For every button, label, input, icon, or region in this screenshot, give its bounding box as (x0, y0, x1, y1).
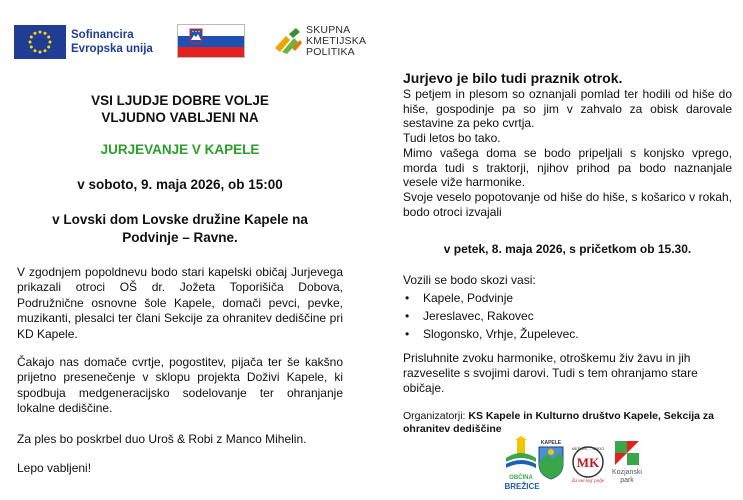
kozjanski-park-name (605, 469, 649, 485)
list-item (403, 307, 579, 325)
kapele-coat-of-arms-icon (537, 438, 565, 480)
eu-cofunding-text (71, 28, 153, 56)
kapele-label: KAPELE (540, 440, 562, 446)
skp-line3: POLITIKA (306, 46, 355, 58)
children-event-date: v petek, 8. maja 2026, s pričetkom ob 15.30. (443, 242, 692, 256)
list-item (403, 325, 579, 343)
mk-choir-logo-icon (566, 444, 610, 484)
event-datetime: v soboto, 9. maja 2026, ob 15:00 (77, 177, 283, 192)
village-name: Slogonsko, Vrhje, Župelevec. (423, 327, 579, 341)
route-intro: Vozili se bodo skozi vasi: (403, 273, 536, 287)
list-item (403, 289, 579, 307)
event-location (30, 211, 330, 247)
brezice-name: BREŽICE (504, 482, 540, 491)
skp-logo-text (306, 25, 366, 58)
slovenia-flag (177, 24, 245, 58)
event-title: JURJEVANJE V KAPELE (100, 142, 260, 157)
location-line2: Podvinje – Ravne. (122, 230, 238, 245)
kozj-line2: park (620, 477, 634, 484)
closing-paragraph: Prisluhnite zvoku harmonike, otroškemu živ žavu in jih razveselite s svojimi darovi. Tudi s tem ohranjamo stare običaje. (403, 351, 698, 395)
kozj-line1: Kozjanski (612, 469, 642, 476)
mk-tagline: Za vse leg' polje (571, 479, 605, 484)
welcome-text: Lepo vabljeni! (17, 461, 92, 475)
organizers (403, 410, 733, 436)
headline-line2: VLJUDNO VABLJENI NA (101, 110, 259, 125)
tradition-para1c: Mimo vašega doma se bodo pripeljali s konjsko vprego, morda tudi s traktorji, njihov prihod pa bodo naznanjale vesele viže harmonike. (403, 145, 732, 190)
location-line1: v Lovski dom Lovske družine Kapele na (52, 212, 308, 227)
bullet-icon: • (405, 309, 410, 323)
skp-line1: SKUPNA (306, 24, 351, 36)
invitation-headline (30, 92, 330, 126)
village-list (403, 289, 579, 343)
skp-line2: KMETIJSKA (306, 35, 367, 47)
bullet-icon: • (405, 291, 410, 305)
brezice-municipality-logo-icon (502, 436, 540, 488)
slovenia-coat-of-arms-icon (189, 28, 203, 45)
eu-flag-logo (14, 25, 66, 59)
children-section-title: Jurjevo je bilo tudi praznik otrok. (403, 70, 623, 86)
program-paragraph: V zgodnjem popoldnevu bodo stari kapelski običaj Jurjevega prikazali otroci OŠ dr. Jožeta Toporišiča Dobova, Podružnične osnovne šole Kapele, domači pevci, pevke, muzikanti, plesalci ter člani Sekcije za ohranitev dediščine pri KD Kapele. (17, 265, 343, 341)
village-name: Jereslavec, Rakovec (423, 309, 534, 323)
mk-ring-text: MEŠANI ... KROG (571, 446, 605, 451)
refreshments-paragraph: Čakajo nas domače cvrtje, pogostitev, pijača ter še kakšno prijetno presenečenje v sklopu projekta Doživi Kapele, ki spodbuja medgeneracijsko sodelovanje ter ohranjanje lokalne dediščine. (17, 355, 343, 416)
village-name: Kapele, Podvinje (423, 291, 514, 305)
bullet-icon: • (405, 327, 410, 341)
children-tradition-text (403, 87, 732, 219)
eu-text-line2: Evropska unija (71, 43, 153, 55)
organizers-names: KS Kapele in Kulturno društvo Kapele, Sekcija za ohranitev dediščine (403, 410, 715, 435)
eu-text-line1: Sofinancira (71, 29, 134, 41)
kozjanski-park-logo-icon (612, 438, 642, 468)
tradition-para1b: Tudi letos bo tako. (403, 131, 501, 146)
music-paragraph: Za ples bo poskrbel duo Uroš & Robi z Manco Mihelin. (17, 432, 307, 446)
tradition-para1d: Svoje veselo popotovanje od hiše do hiše, s košarico v rokah, bodo otroci izvajali (403, 189, 732, 219)
brezice-label: OBČINA (509, 475, 533, 481)
tradition-para1: S petjem in plesom so oznanjali pomlad ter hodili od hiše do hiše, gospodinje pa so jim v zahvalo za obisk darovale sestavine za peko cvrtja. (403, 87, 732, 131)
skp-leaf-logo-icon (272, 26, 304, 58)
headline-line1: VSI LJUDJE DOBRE VOLJE (91, 93, 269, 108)
organizers-label: Organizatorji: (403, 410, 469, 422)
mk-letters: MK (576, 455, 600, 470)
eu-stars-icon (14, 25, 66, 59)
